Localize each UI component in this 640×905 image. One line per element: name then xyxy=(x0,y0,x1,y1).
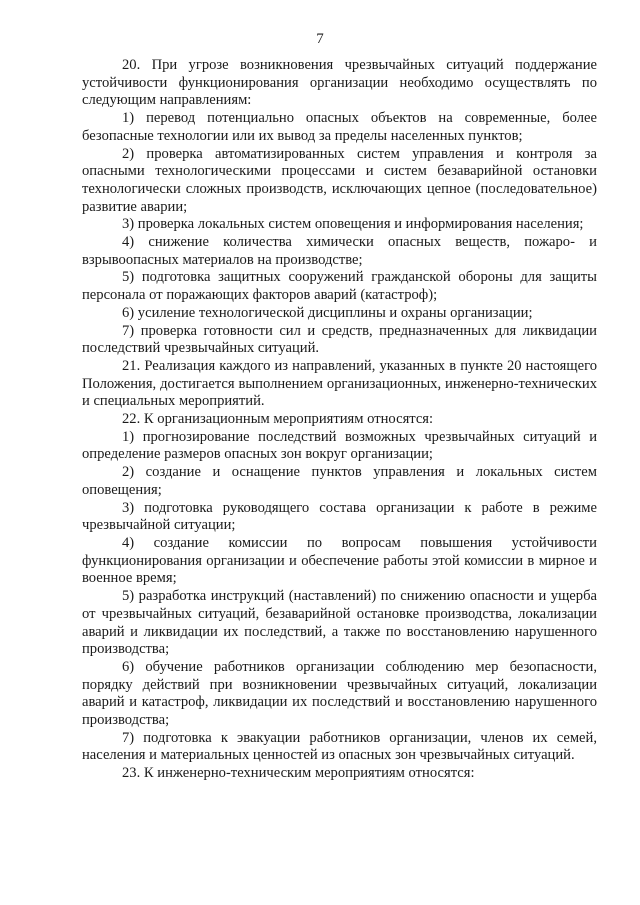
paragraph-20: 20. При угрозе возникновения чрезвычайных ситуаций поддержание устойчивости функционирования организации необходимо осуществлять по следующим направлениям: xyxy=(82,57,597,109)
page-number: 7 xyxy=(316,31,324,47)
paragraph-22: 22. К организационным мероприятиям относятся: xyxy=(122,411,434,428)
list-item-20-5: 5) подготовка защитных сооружений гражданской обороны для защиты персонала от поражающих факторов аварий (катастроф); xyxy=(82,269,597,304)
document-body xyxy=(82,57,597,783)
list-item-20-6: 6) усиление технологической дисциплины и охраны организации; xyxy=(122,304,533,321)
list-item-22-2: 2) создание и оснащение пунктов управления и локальных систем оповещения; xyxy=(82,464,597,498)
list-item-22-1: 1) прогнозирование последствий возможных чрезвычайных ситуаций и определение размеров опасных зон вокруг организации; xyxy=(82,428,597,463)
paragraph-21: 21. Реализация каждого из направлений, указанных в пункте 20 настоящего Положения, достигается выполнением организационных, инженерно-технических и специальных мероприятий. xyxy=(82,357,597,410)
list-item-22-4: 4) создание комиссии по вопросам повышения устойчивости функционирования организации и обеспечение работы этой комиссии в мирное и военное время; xyxy=(82,534,597,587)
list-item-22-7: 7) подготовка к эвакуации работников организации, членов их семей, населения и материальных ценностей из опасных зон чрезвычайных ситуаций. xyxy=(82,729,597,764)
list-item-22-3: 3) подготовка руководящего состава организации к работе в режиме чрезвычайной ситуации; xyxy=(82,499,597,534)
list-item-20-3: 3) проверка локальных систем оповещения и информирования населения; xyxy=(122,216,584,233)
paragraph-23: 23. К инженерно-техническим мероприятиям относятся: xyxy=(122,765,475,782)
list-item-20-1: 1) перевод потенциально опасных объектов на современные, более безопасные технологии или их вывод за пределы населенных пунктов; xyxy=(82,110,597,144)
list-item-20-4: 4) снижение количества химически опасных веществ, пожаро- и взрывоопасных материалов на производстве; xyxy=(82,234,597,268)
list-item-20-2: 2) проверка автоматизированных систем управления и контроля за опасными технологическими процессами и систем безаварийной остановки технологически сложных производств, исключающих цепное (последовательное) развитие аварии; xyxy=(82,145,597,215)
list-item-22-6: 6) обучение работников организации соблюдению мер безопасности, порядку действий при возникновении чрезвычайных ситуаций, локализации аварий и катастроф, ликвидации их последствий и восстановлению нарушенного производства; xyxy=(82,658,597,729)
list-item-22-5: 5) разработка инструкций (наставлений) по снижению опасности и ущерба от чрезвычайных ситуаций, безаварийной остановке производства, локализации аварий и ликвидации их последствий, а также по восстановлению нарушенного производства; xyxy=(82,588,597,658)
list-item-20-7: 7) проверка готовности сил и средств, предназначенных для ликвидации последствий чрезвычайных ситуаций. xyxy=(82,322,597,357)
